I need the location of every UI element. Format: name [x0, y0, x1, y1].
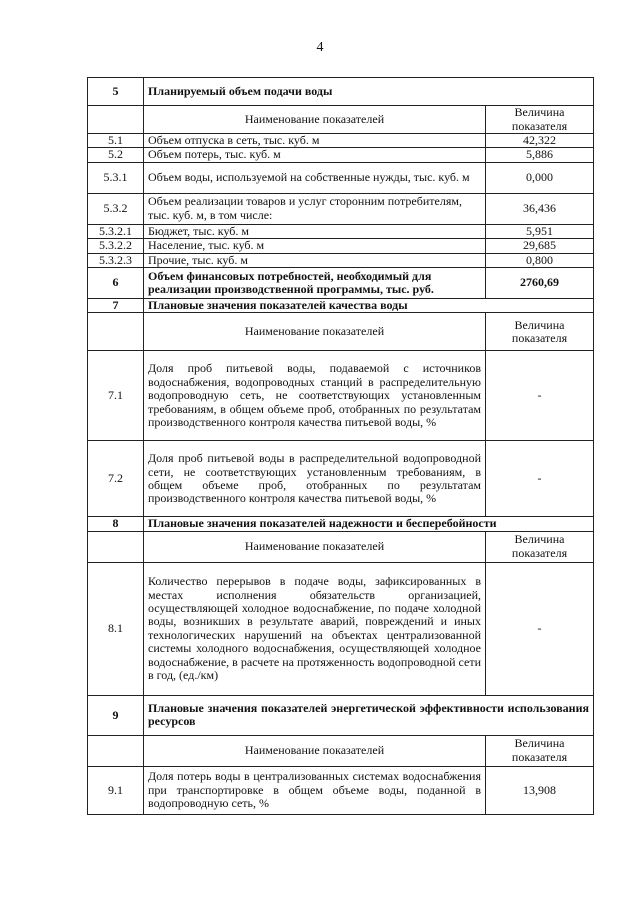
row-number: 5.3.2.3: [88, 253, 144, 267]
table-row: [88, 134, 594, 148]
section-header: [88, 695, 594, 735]
row-value: 36,436: [486, 193, 594, 224]
section-number: 9: [88, 695, 144, 735]
row-value: 5,886: [486, 148, 594, 162]
value-header: Величина показателя: [486, 106, 594, 134]
row-name: Прочие, тыс. куб. м: [144, 253, 486, 267]
row-value: 0,800: [486, 253, 594, 267]
row-number: 8.1: [88, 562, 144, 695]
value-header: Величина показателя: [486, 313, 594, 351]
row-value: -: [486, 562, 594, 695]
column-header-row: [88, 531, 594, 562]
table-row: [88, 562, 594, 695]
row-name: Количество перерывов в подаче воды, зафиксированных в местах исполнения обязательств организацией, осуществляющей холодное водоснабжение, по подаче холодной воды, возникших в результате аварий, повреждений и иных технологических нарушений на объектах централизованной системы холодного водоснабжения, осуществляющей холодное водоснабжение, в расчете на протяженность водопроводной сети в год, (ед./км): [144, 562, 486, 695]
value-header: Величина показателя: [486, 735, 594, 766]
value-header: Величина показателя: [486, 531, 594, 562]
table-row: [88, 193, 594, 224]
table-row: [88, 148, 594, 162]
section-header: [88, 78, 594, 106]
section-header: [88, 299, 594, 313]
row-number: 5.1: [88, 134, 144, 148]
name-header: Наименование показателей: [144, 313, 486, 351]
row-value: -: [486, 441, 594, 517]
section-title: Планируемый объем подачи воды: [144, 78, 594, 106]
table-row: [88, 351, 594, 441]
name-header: Наименование показателей: [144, 106, 486, 134]
section-number: 5: [88, 78, 144, 106]
name-header: Наименование показателей: [144, 531, 486, 562]
row-name: Объем потерь, тыс. куб. м: [144, 148, 486, 162]
section-header: [88, 517, 594, 531]
row-name: Бюджет, тыс. куб. м: [144, 224, 486, 238]
row-number: 7.1: [88, 351, 144, 441]
row-name: Объем отпуска в сеть, тыс. куб. м: [144, 134, 486, 148]
row-name: Объем воды, используемой на собственные нужды, тыс. куб. м: [144, 162, 486, 193]
row-value: 42,322: [486, 134, 594, 148]
column-header-row: [88, 106, 594, 134]
row-number: 5.2: [88, 148, 144, 162]
row-number: 5.3.2: [88, 193, 144, 224]
row-number: 5.3.2.1: [88, 224, 144, 238]
table-row: [88, 253, 594, 267]
row-name: Доля потерь воды в централизованных системах водоснабжения при транспортировке в общем объеме воды, поданной в водопроводную сеть, %: [144, 766, 486, 814]
table-row: [88, 224, 594, 238]
row-value: 5,951: [486, 224, 594, 238]
table-row: [88, 239, 594, 253]
table-row: [88, 766, 594, 814]
row-value: -: [486, 351, 594, 441]
row-number: 7.2: [88, 441, 144, 517]
section-title: Плановые значения показателей надежности и бесперебойности: [144, 517, 594, 531]
row-name: Доля проб питьевой воды, подаваемой с источников водоснабжения, водопроводных станций в распределительную водопроводную сеть, не соответствующих установленным требованиям, в общем объеме проб, отобранных по результатам производственного контроля качества питьевой воды, %: [144, 351, 486, 441]
section-title: Плановые значения показателей энергетической эффективности использования ресурсов: [144, 695, 594, 735]
row-name: Население, тыс. куб. м: [144, 239, 486, 253]
row-value: 29,685: [486, 239, 594, 253]
row-number: 9.1: [88, 766, 144, 814]
section-number: 8: [88, 517, 144, 531]
section-title: Плановые значения показателей качества воды: [144, 299, 594, 313]
program-table: [87, 77, 594, 815]
name-header: Наименование показателей: [144, 735, 486, 766]
section-number: 7: [88, 299, 144, 313]
row-value: 0,000: [486, 162, 594, 193]
row-number: 5.3.2.2: [88, 239, 144, 253]
row-number: 5.3.1: [88, 162, 144, 193]
column-header-row: [88, 735, 594, 766]
section-value: 2760,69: [486, 268, 594, 299]
page-number: 4: [316, 40, 324, 55]
section-header: [88, 268, 594, 299]
row-name: Объем реализации товаров и услуг сторонним потребителям, тыс. куб. м, в том числе:: [144, 193, 486, 224]
section-number: 6: [88, 268, 144, 299]
column-header-row: [88, 313, 594, 351]
row-value: 13,908: [486, 766, 594, 814]
table-row: [88, 441, 594, 517]
table-row: [88, 162, 594, 193]
row-name: Доля проб питьевой воды в распределительной водопроводной сети, не соответствующих установленным требованиям, в общем объеме проб, отобранных по результатам производственного контроля качества питьевой воды, %: [144, 441, 486, 517]
section-title: Объем финансовых потребностей, необходимый для реализации производственной программы, тыс. руб.: [144, 268, 486, 299]
